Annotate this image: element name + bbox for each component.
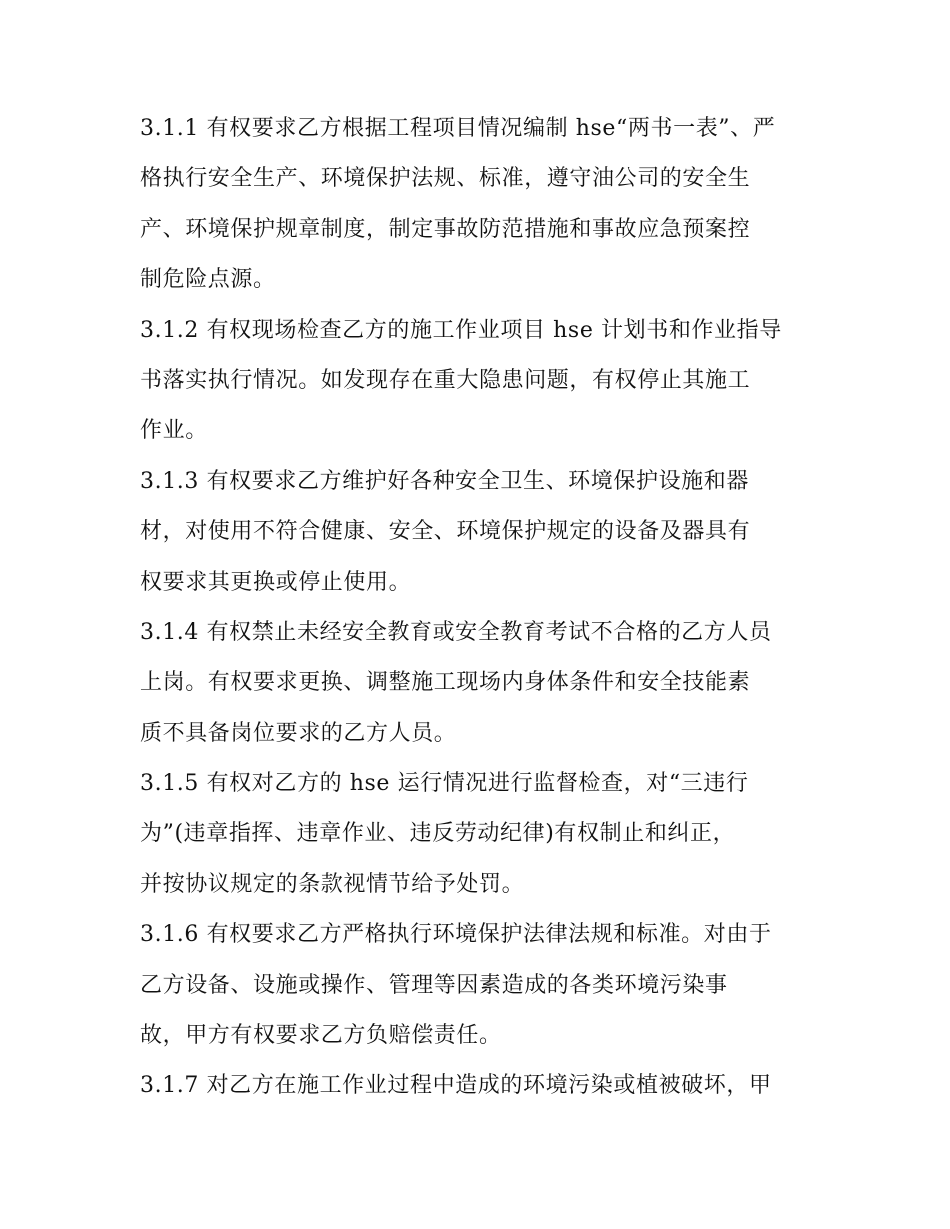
text-line: 权要求其更换或停止使用。 bbox=[140, 569, 412, 595]
text-line: 3.1.3 有权要求乙方维护好各种安全卫生、环境保护设施和器 bbox=[140, 468, 749, 494]
clause-3-1-6 bbox=[140, 910, 812, 1061]
text-line: 3.1.7 对乙方在施工作业过程中造成的环境污染或植被破坏，甲 bbox=[140, 1073, 772, 1099]
text-line: 3.1.1 有权要求乙方根据工程项目情况编制 hse“两书一表”、严 bbox=[140, 116, 776, 141]
clause-3-1-3 bbox=[140, 457, 812, 608]
clause-3-1-1 bbox=[140, 104, 812, 306]
text-line: 作业。 bbox=[140, 418, 208, 444]
text-line: 书落实执行情况。如发现存在重大隐患问题，有权停止其施工 bbox=[140, 367, 751, 393]
text-line: 3.1.4 有权禁止未经安全教育或安全教育考试不合格的乙方人员 bbox=[140, 619, 772, 645]
clause-3-1-5 bbox=[140, 759, 812, 910]
text-line: 格执行安全生产、环境保护法规、标准，遵守油公司的安全生 bbox=[140, 166, 751, 192]
text-line: 质不具备岗位要求的乙方人员。 bbox=[140, 720, 457, 746]
text-line: 材，对使用不符合健康、安全、环境保护规定的设备及器具有 bbox=[140, 519, 751, 545]
clause-3-1-4 bbox=[140, 608, 812, 759]
text-line: 3.1.6 有权要求乙方严格执行环境保护法律法规和标准。对由于 bbox=[140, 922, 772, 948]
text-line: 并按协议规定的条款视情节给予处罚。 bbox=[140, 871, 525, 897]
text-line: 为”(违章指挥、违章作业、违反劳动纪律)有权制止和纠正， bbox=[140, 821, 736, 847]
text-line: 上岗。有权要求更换、调整施工现场内身体条件和安全技能素 bbox=[140, 670, 751, 696]
text-line: 3.1.5 有权对乙方的 hse 运行情况进行监督检查，对“三违行 bbox=[140, 771, 749, 797]
clause-3-1-7 bbox=[140, 1061, 812, 1111]
text-line: 故，甲方有权要求乙方负赔偿责任。 bbox=[140, 1023, 502, 1049]
text-line: 产、环境保护规章制度，制定事故防范措施和事故应急预案控 bbox=[140, 216, 751, 242]
text-line: 乙方设备、设施或操作、管理等因素造成的各类环境污染事 bbox=[140, 972, 728, 998]
text-line: 3.1.2 有权现场检查乙方的施工作业项目 hse 计划书和作业指导 bbox=[140, 317, 782, 343]
document-body bbox=[140, 104, 812, 1112]
clause-3-1-2 bbox=[140, 306, 812, 457]
text-line: 制危险点源。 bbox=[140, 267, 276, 293]
